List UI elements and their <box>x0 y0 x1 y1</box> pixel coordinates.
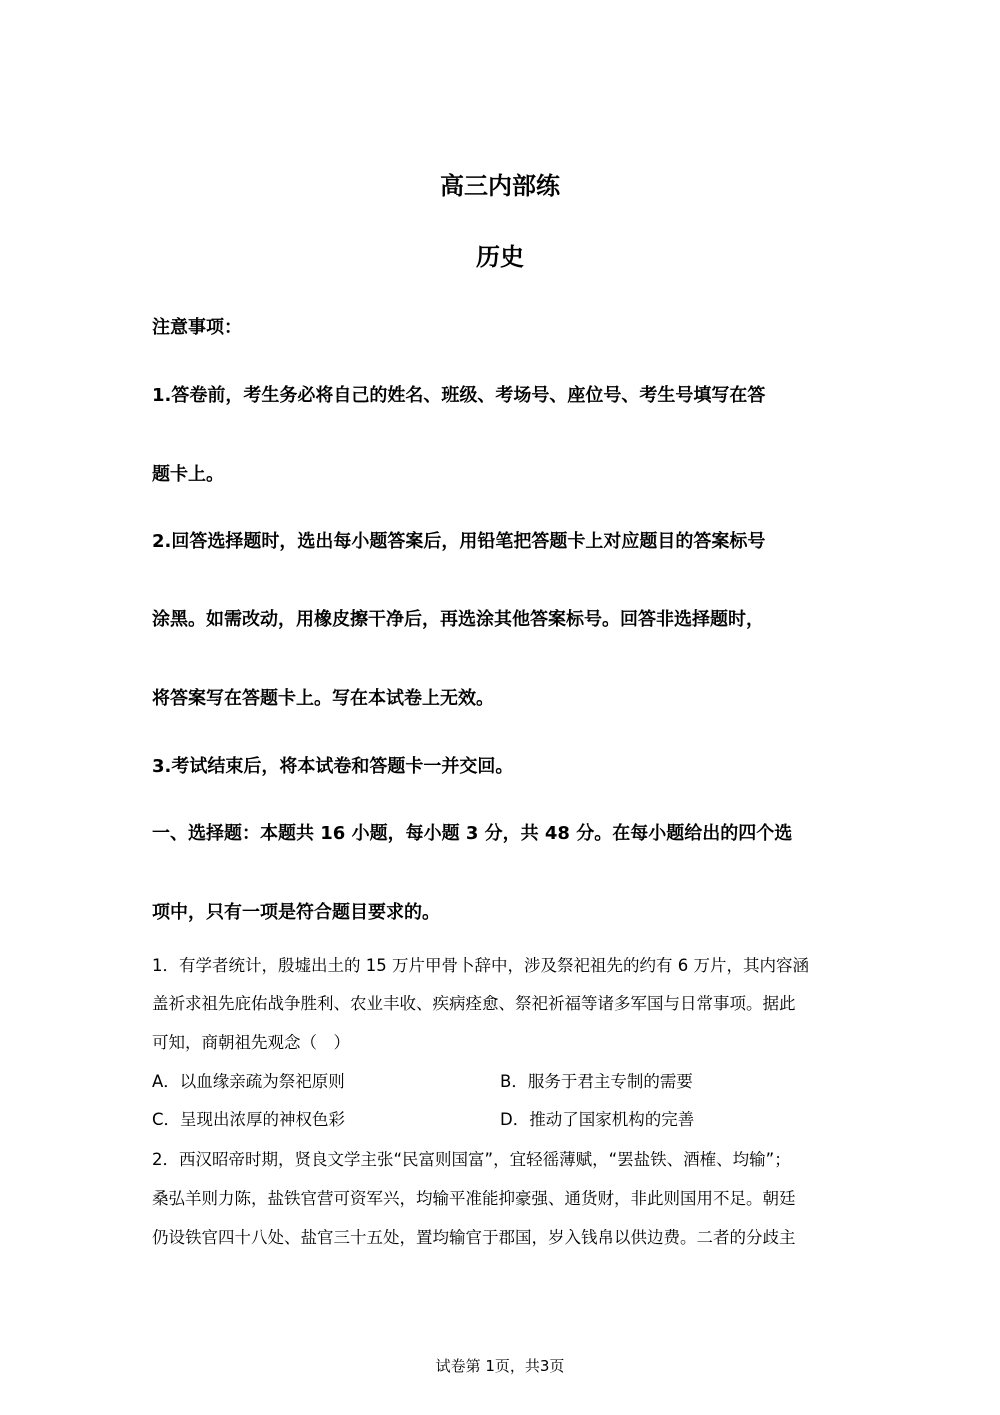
notes-heading: 注意事项： <box>152 317 242 338</box>
note-2-line-2: 涂黑。如需改动，用橡皮擦干净后，再选涂其他答案标号。回答非选择题时， <box>152 609 764 630</box>
question-1-option-c: C．呈现出浓厚的神权色彩 <box>152 1110 346 1129</box>
question-1-option-b: B．服务于君主专制的需要 <box>500 1072 693 1091</box>
question-2-line-1: 2．西汉昭帝时期，贤良文学主张“民富则国富”，宜轻徭薄赋，“罢盐铁、酒榷、均输”； <box>152 1150 791 1169</box>
subject-title: 历史 <box>476 243 524 271</box>
question-1-line-2: 盖祈求祖先庇佑战争胜利、农业丰收、疾病痊愈、祭祀祈福等诸多军国与日常事项。据此 <box>152 994 796 1013</box>
question-2-line-3: 仍设铁官四十八处、盐官三十五处，置均输官于郡国，岁入钱帛以供边费。二者的分歧主 <box>152 1228 796 1247</box>
document-title: 高三内部练 <box>440 172 560 200</box>
note-2-line-3: 将答案写在答题卡上。写在本试卷上无效。 <box>152 688 494 709</box>
note-3-line-1: 3.考试结束后，将本试卷和答题卡一并交回。 <box>152 756 514 777</box>
question-1-line-1: 1．有学者统计，殷墟出土的 15 万片甲骨卜辞中，涉及祭祀祖先的约有 6 万片，其内容涵 <box>152 956 809 975</box>
question-1-line-3: 可知，商朝祖先观念（ ） <box>152 1033 350 1052</box>
note-2-line-1: 2.回答选择题时，选出每小题答案后，用铅笔把答题卡上对应题目的答案标号 <box>152 531 766 552</box>
page-footer: 试卷第 1页，共3页 <box>435 1357 565 1375</box>
question-1-option-d: D．推动了国家机构的完善 <box>500 1110 695 1129</box>
note-1-line-1: 1.答卷前，考生务必将自己的姓名、班级、考场号、座位号、考生号填写在答 <box>152 385 766 406</box>
question-1-option-a: A．以血缘亲疏为祭祀原则 <box>152 1072 345 1091</box>
note-1-line-2: 题卡上。 <box>152 464 224 485</box>
section-heading-line-2: 项中，只有一项是符合题目要求的。 <box>152 902 440 923</box>
section-heading-line-1: 一、选择题：本题共 16 小题，每小题 3 分，共 48 分。在每小题给出的四个选 <box>152 823 793 844</box>
question-2-line-2: 桑弘羊则力陈，盐铁官营可资军兴，均输平准能抑豪强、通货财，非此则国用不足。朝廷 <box>152 1189 796 1208</box>
